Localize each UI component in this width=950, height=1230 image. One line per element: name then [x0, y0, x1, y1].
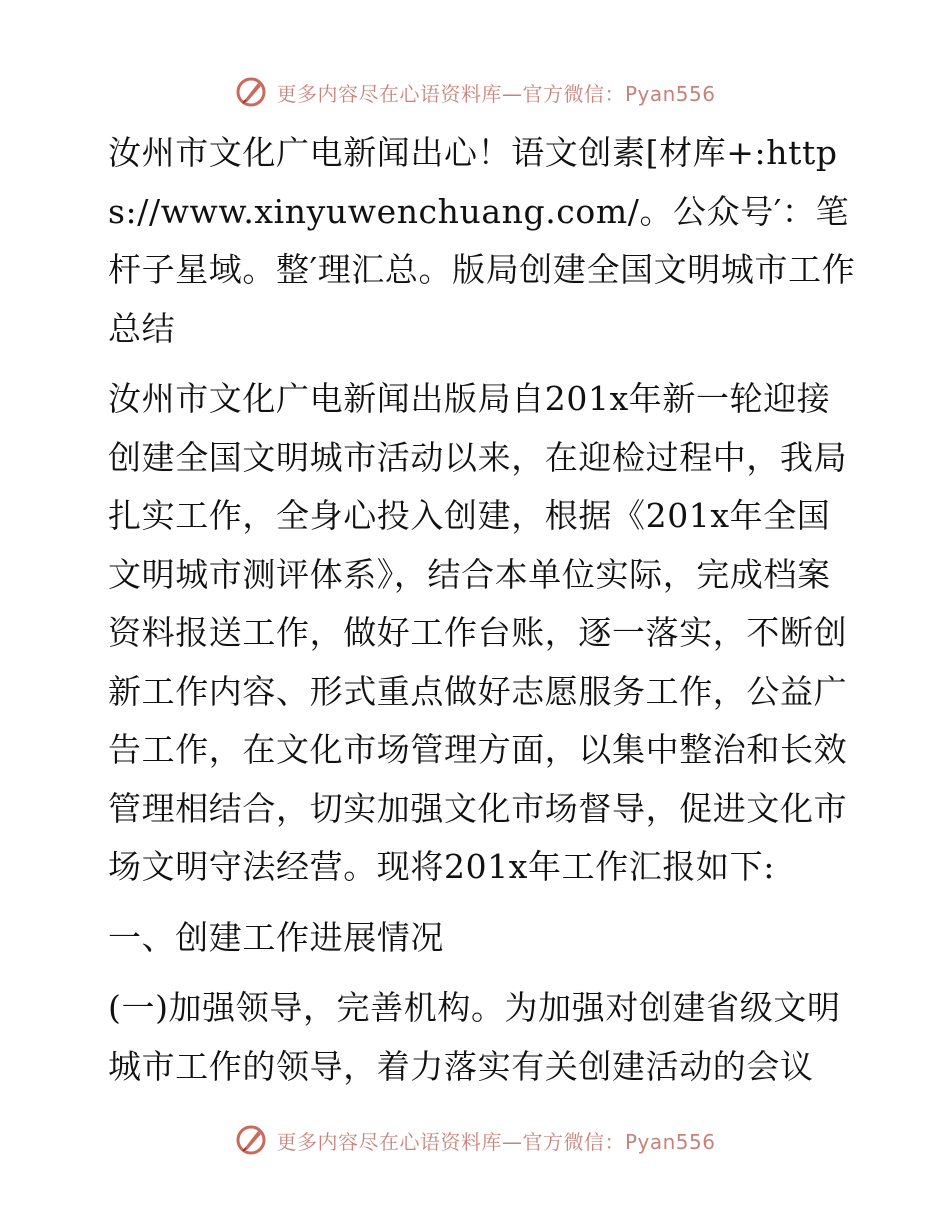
- watermark-text: 更多内容尽在心语资料库—官方微信：Pyan556: [276, 1129, 716, 1154]
- watermark-text: 更多内容尽在心语资料库—官方微信：Pyan556: [276, 81, 716, 106]
- subsection-paragraph: (一)加强领导，完善机构。为加强对创建省级文明城市工作的领导，着力落实有关创建活动的会议: [108, 988, 841, 1086]
- section-heading: 一、创建工作进展情况: [108, 917, 444, 957]
- document-body: [98, 124, 858, 1108]
- quill-circle-icon: [234, 1123, 268, 1157]
- watermark-banner-top: [0, 72, 950, 112]
- quill-circle-icon: [234, 75, 268, 109]
- watermark-banner-bottom: [0, 1120, 950, 1160]
- document-title: 汝州市文化广电新闻出心！语文创素[材库+:https://www.xinyuwenchuang.com/。公众号′：笔杆子星域。整′理汇总。版局创建全国文明城市工作总结: [108, 133, 856, 348]
- intro-paragraph: 汝州市文化广电新闻出版局自201x年新一轮迎接创建全国文明城市活动以来，在迎检过程中，我局扎实工作，全身心投入创建，根据《201x年全国文明城市测评体系》，结合本单位实际，完成档案资料报送工作，做好工作台账，逐一落实，不断创新工作内容、形式重点做好志愿服务工作，公益广告工作，在文化市场管理方面，以集中整治和长效管理相结合，切实加强文化市场督导，促进文化市场文明守法经营。现将201x年工作汇报如下:: [108, 379, 848, 886]
